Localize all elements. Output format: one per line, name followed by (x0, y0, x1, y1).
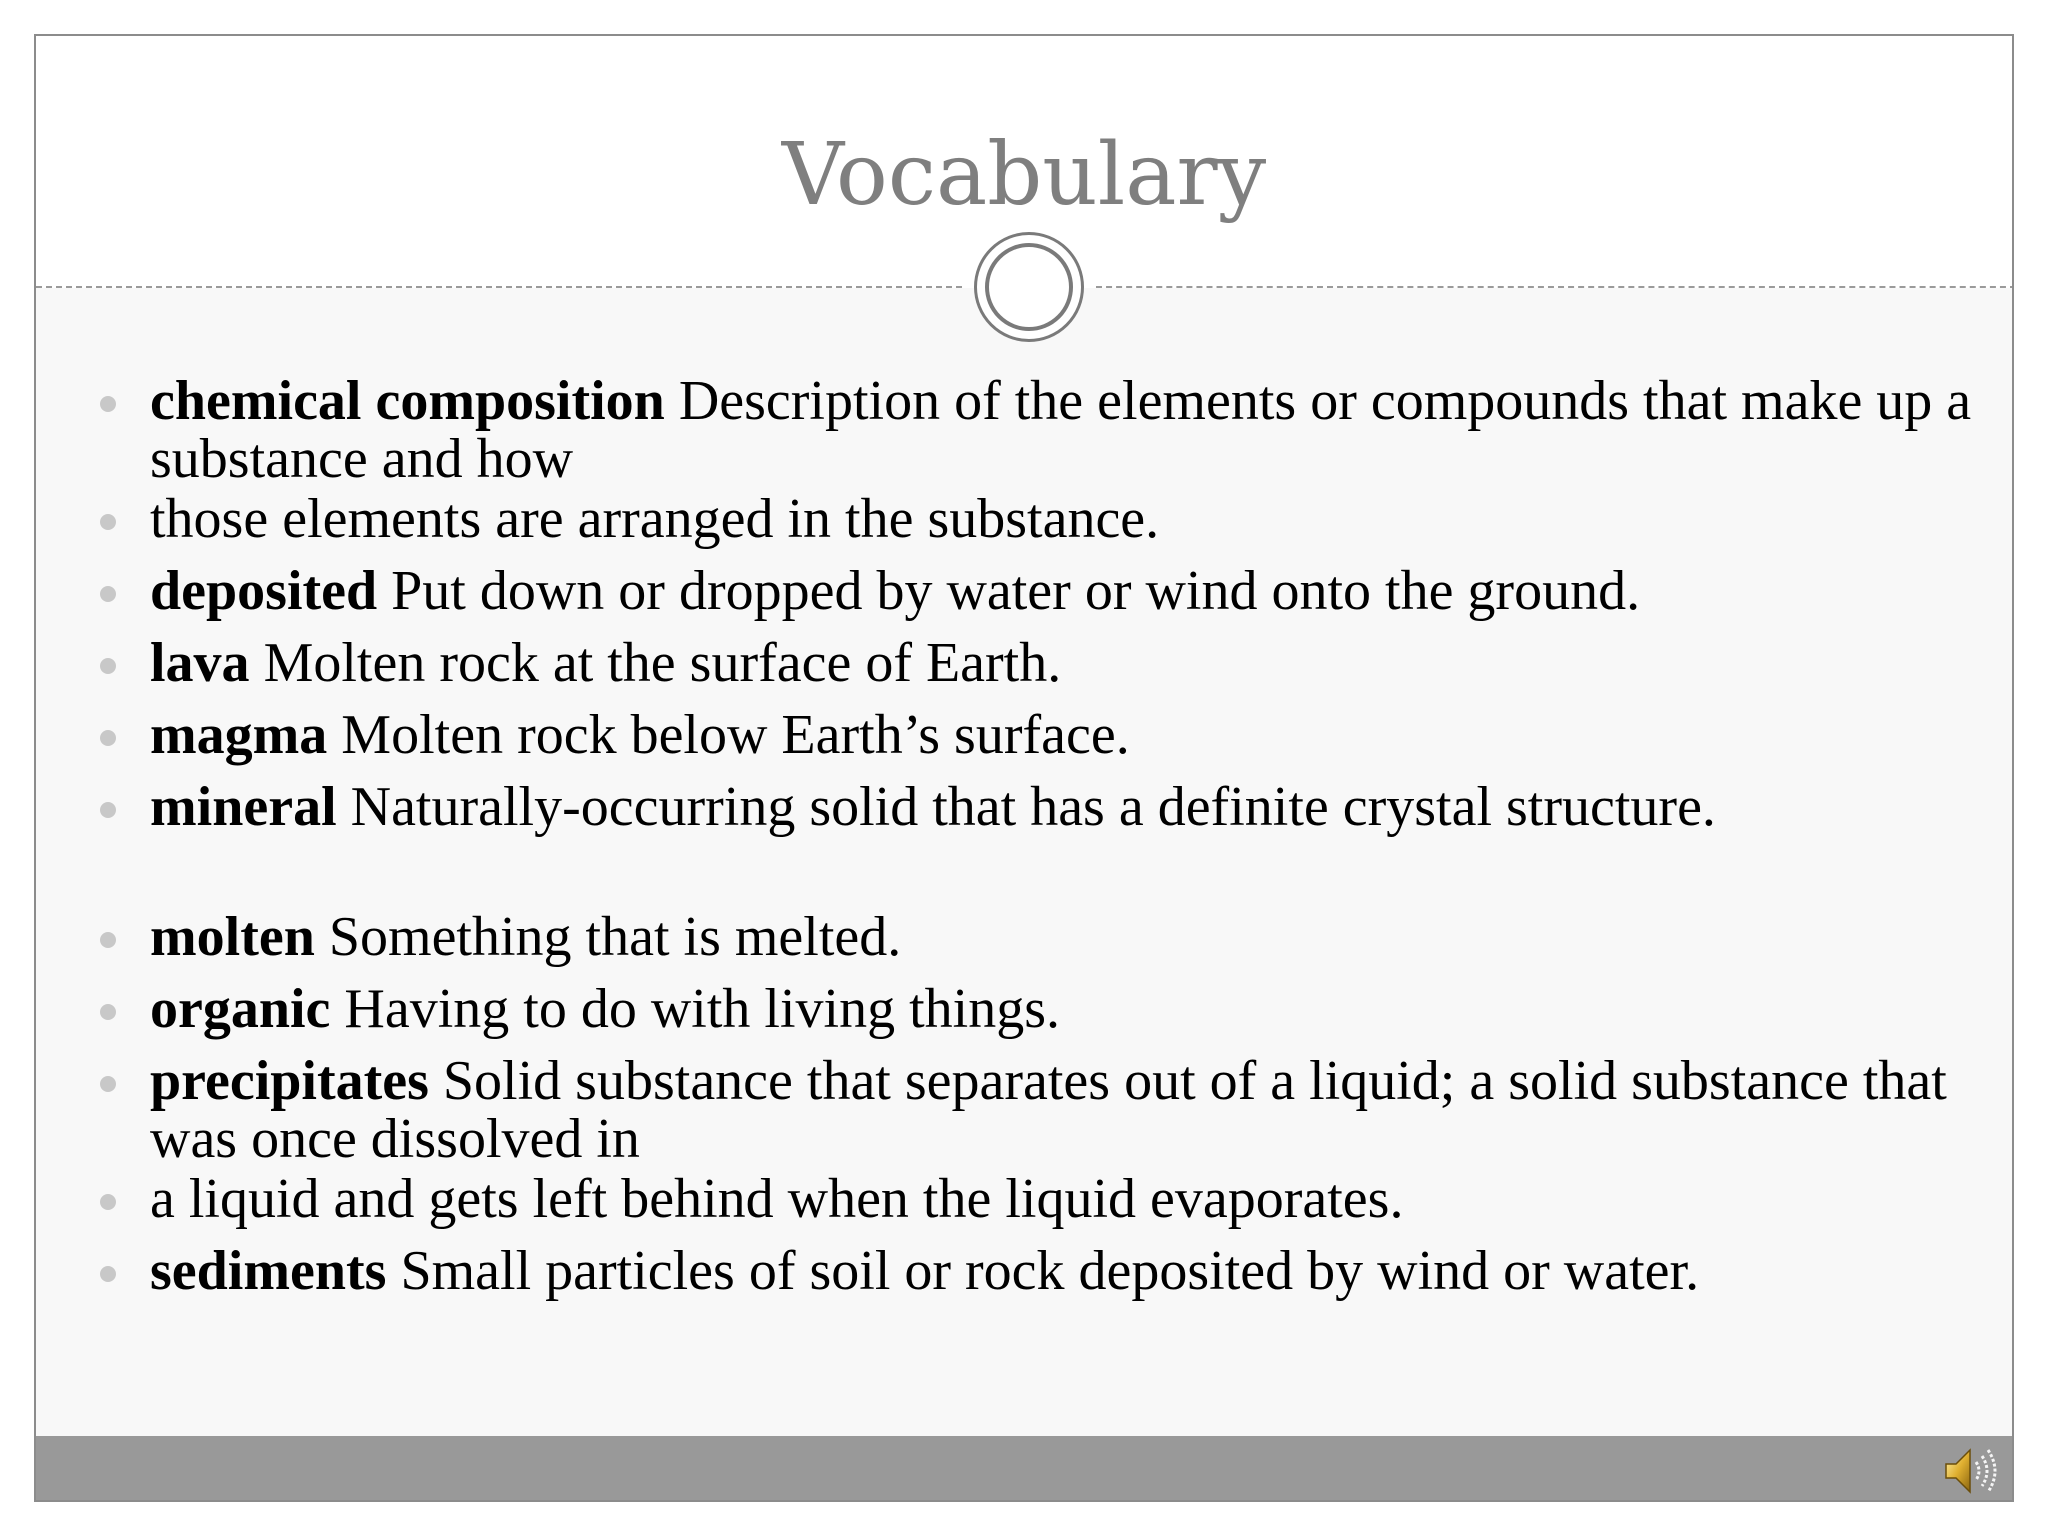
list-item (150, 980, 1990, 1038)
vocab-definition: a liquid and gets left behind when the liquid evaporates. (150, 1168, 1404, 1230)
list-item (150, 778, 1990, 836)
vocab-definition: Description of the elements or compounds that make up a substance and how (150, 370, 1972, 490)
bullet-icon (100, 730, 116, 746)
bullet-icon (100, 514, 116, 530)
vocab-definition: those elements are arranged in the substance. (150, 488, 1160, 550)
list-item (150, 372, 1990, 488)
vocab-term: chemical composition (150, 370, 665, 432)
vocab-definition: Small particles of soil or rock deposited by wind or water. (386, 1240, 1700, 1302)
vocab-term: magma (150, 704, 328, 766)
vocabulary-list (36, 120, 2012, 1430)
bullet-icon (100, 802, 116, 818)
vocab-definition: Molten rock below Earth’s surface. (327, 704, 1130, 766)
speaker-icon[interactable] (1942, 1444, 2002, 1498)
list-item (150, 1242, 1990, 1300)
vocab-definition: Solid substance that separates out of a liquid; a solid substance that was once dissolved in (150, 1050, 1947, 1170)
vocab-term: mineral (150, 776, 337, 838)
bullet-icon (100, 932, 116, 948)
list-item (150, 634, 1990, 692)
footer-bar (36, 1436, 2012, 1502)
list-item (150, 706, 1990, 764)
vocab-term: molten (150, 906, 315, 968)
bullet-icon (100, 1076, 116, 1092)
vocab-definition: Naturally-occurring solid that has a definite crystal structure. (336, 776, 1716, 838)
vocab-term: sediments (150, 1240, 387, 1302)
list-item (150, 490, 1990, 548)
bullet-icon (100, 1194, 116, 1210)
vocab-term: deposited (150, 560, 378, 622)
bullet-icon (100, 396, 116, 412)
bullet-icon (100, 1266, 116, 1282)
bullet-icon (100, 586, 116, 602)
list-item (150, 908, 1990, 966)
list-item (150, 1170, 1990, 1228)
vocab-definition: Put down or dropped by water or wind onto the ground. (377, 560, 1641, 622)
slide-title: Vocabulary (781, 125, 1267, 225)
bullet-icon (100, 1004, 116, 1020)
vocab-definition: Having to do with living things. (330, 978, 1060, 1040)
list-item (150, 562, 1990, 620)
vocab-term: precipitates (150, 1050, 429, 1112)
bullet-icon (100, 658, 116, 674)
vocab-term: organic (150, 978, 331, 1040)
vocab-definition: Molten rock at the surface of Earth. (249, 632, 1062, 694)
vocab-definition: Something that is melted. (314, 906, 902, 968)
slide (34, 34, 2014, 1502)
vocab-term: lava (150, 632, 250, 694)
list-item (150, 1052, 1990, 1168)
